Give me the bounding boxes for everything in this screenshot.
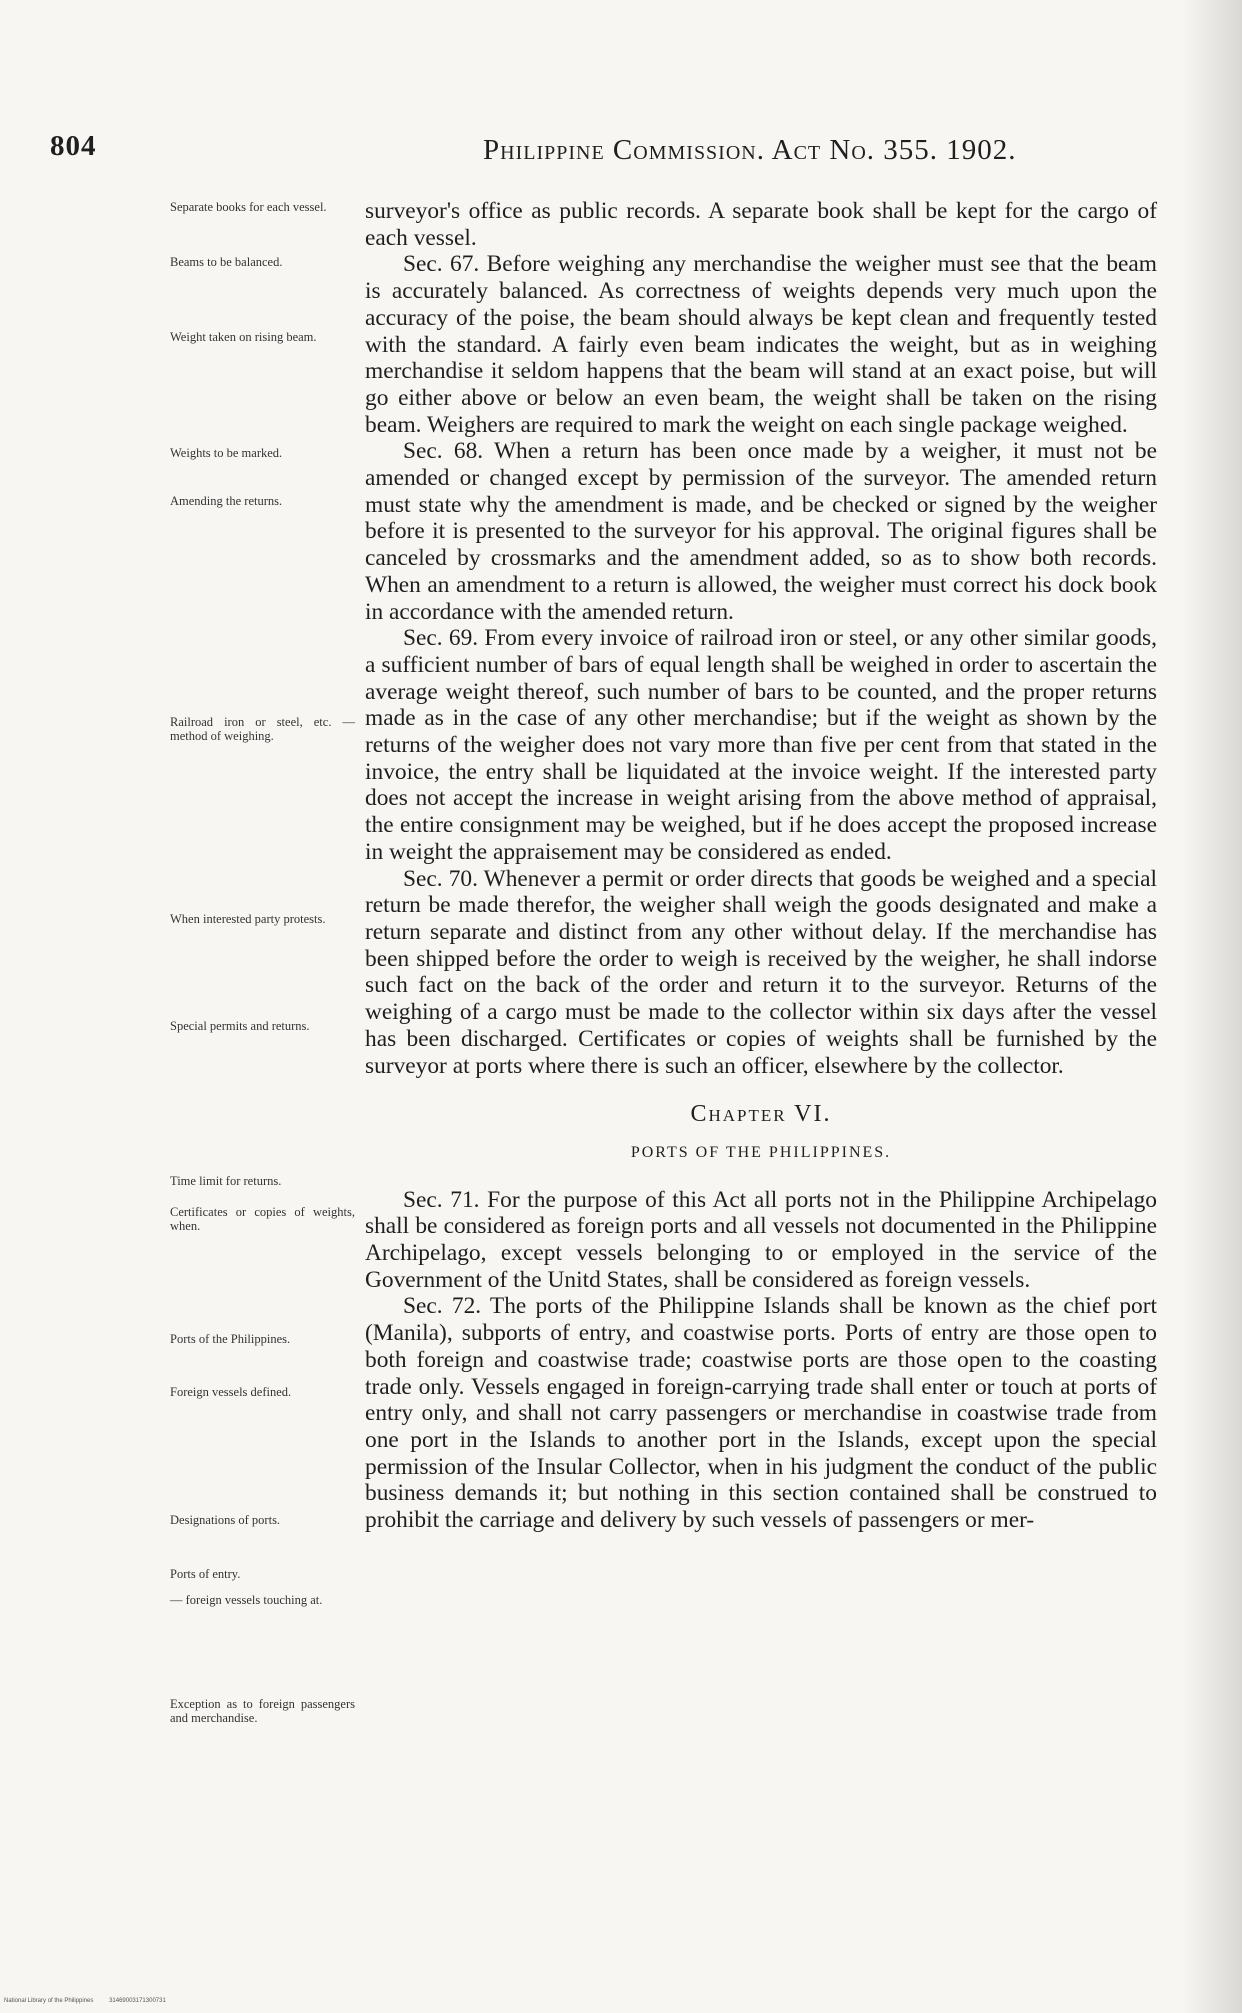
margin-note: Designations of ports. xyxy=(170,1513,281,1527)
chapter-subtitle: PORTS OF THE PHILIPPINES. xyxy=(630,1143,892,1161)
paragraph-sec-67: Sec. 67. Before weighing any merchandise the weigher must see that the beam is accurately balanced. As correctness of weights depends very much upon the accuracy of the poise, the beam should always be kept clean and frequently tested with the standard. A fairly even beam indicates the weight, but as in weighing merchandise it seldom happens that the beam will stand at an exact poise, but will go either above or below an even beam, the weight shall be taken on the rising beam. Weighers are required to mark the weight on each single package weighed. xyxy=(365,251,1157,438)
paragraph: surveyor's office as public records. A separate book shall be kept for the cargo of each vessel. xyxy=(365,198,1157,251)
margin-note: Special permits and returns. xyxy=(170,1019,310,1033)
main-text-column xyxy=(365,198,1157,1534)
margin-note: Weights to be marked. xyxy=(170,446,283,460)
chapter-title: Chapter VI. xyxy=(690,1101,832,1128)
margin-note: Ports of entry. xyxy=(170,1567,241,1581)
margin-note: Exception as to foreign passengers and merchandise. xyxy=(170,1697,355,1725)
margin-note: Foreign vessels defined. xyxy=(170,1385,292,1399)
running-head: Philippine Commission. Act No. 355. 1902. xyxy=(483,134,1017,166)
margin-note: When interested party protests. xyxy=(170,912,326,926)
paragraph-sec-72: Sec. 72. The ports of the Philippine Islands shall be known as the chief port (Manila), subports of entry, and coastwise ports. Ports of entry are those open to both foreign and coastwise trade; coastwise ports are those open to the coasting trade only. Vessels engaged in foreign-carrying trade shall enter or touch at ports of entry only, and shall not carry passengers or merchandise in coastwise trade from one port in the Islands to another port in the Islands, except upon the special permission of the Insular Collector, when in his judgment the conduct of the public business demands it; but nothing in this section contained shall be construed to prohibit the carriage and delivery by such vessels of passengers or mer- xyxy=(365,1293,1157,1534)
paragraph-sec-69: Sec. 69. From every invoice of railroad iron or steel, or any other similar goods, a sufficient number of bars of equal length shall be weighed in order to ascertain the average weight thereof, such number of bars to be counted, and the proper returns made as in the case of any other merchandise; but if the weight as shown by the returns of the weigher does not vary more than five per cent from that stated in the invoice, the entry shall be liquidated at the invoice weight. If the interested party does not accept the increase in weight arising from the above method of appraisal, the entire consignment may be weighed, but if he does accept the proposed increase in weight the appraisement may be considered as ended. xyxy=(365,625,1157,865)
paragraph-sec-70: Sec. 70. Whenever a permit or order directs that goods be weighed and a special return be made therefor, the weigher shall weigh the goods designated and make a return separate and distinct from any other without delay. If the merchandise has been shipped before the order to weigh is received by the weigher, he shall indorse such fact on the back of the order and return it to the surveyor. Returns of the weighing of a cargo must be made to the collector within six days after the vessel has been discharged. Certificates or copies of weights shall be furnished by the surveyor at ports where there is such an officer, elsewhere by the collector. xyxy=(365,865,1157,1079)
paragraph-sec-68: Sec. 68. When a return has been once made by a weigher, it must not be amended or changed except by permission of the surveyor. The amended return must state why the amendment is made, and be checked or signed by the weigher before it is presented to the surveyor for his approval. The original figures shall be canceled by crossmarks and the amendment added, so as to show both records. When an amendment to a return is allowed, the weigher must correct his dock book in accordance with the amended return. xyxy=(365,438,1157,625)
page-edge-shadow xyxy=(1182,0,1242,2013)
footer-code: 31469003171300731 xyxy=(109,1998,166,2004)
margin-note: Beams to be balanced. xyxy=(170,255,283,269)
paragraph-sec-71: Sec. 71. For the purpose of this Act all ports not in the Philippine Archipelago shall be considered as foreign ports and all vessels not documented in the Philippine Archipelago, except vessels belonging to or employed in the service of the Government of the Unitd States, shall be considered as foreign vessels. xyxy=(365,1186,1157,1293)
footer-library: National Library of the Philippines xyxy=(4,1998,94,2004)
margin-note: Separate books for each vessel. xyxy=(170,200,327,214)
margin-note: Time limit for returns. xyxy=(170,1174,282,1188)
margin-note: Amending the returns. xyxy=(170,494,283,508)
margin-note: Weight taken on rising beam. xyxy=(170,330,317,344)
page-header xyxy=(50,130,1162,180)
margin-note: — foreign vessels touching at. xyxy=(170,1593,323,1607)
scan-footer xyxy=(4,1998,180,2004)
margin-note: Ports of the Philippines. xyxy=(170,1332,291,1346)
margin-note: Railroad iron or steel, etc. — method of weighing. xyxy=(170,715,355,743)
margin-note: Certificates or copies of weights, when. xyxy=(170,1205,355,1233)
page-number: 804 xyxy=(50,130,97,162)
